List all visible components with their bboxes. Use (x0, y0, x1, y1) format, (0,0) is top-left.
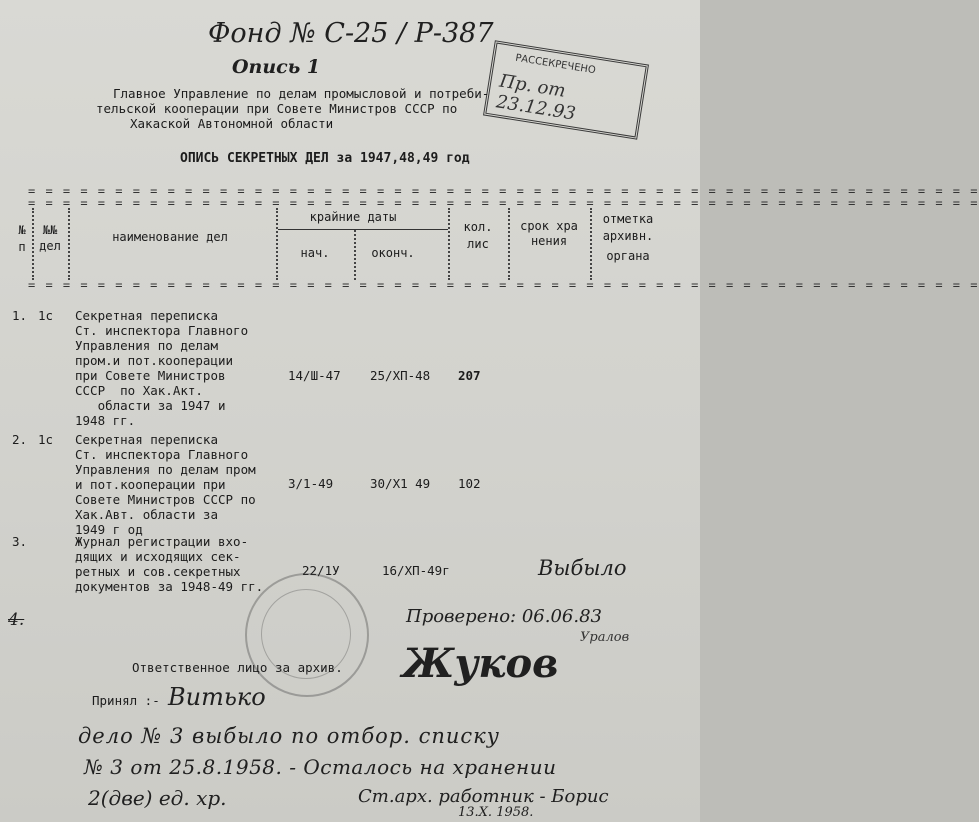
handwritten-note-1: дело № 3 выбыло по отбор. списку (78, 724, 500, 748)
header-count: кол. лис (463, 220, 493, 251)
header-top-rule-2: = = = = = = = = = = = = = = = = = = = = = = = = = = = = = = = = = = = = = = = = = = = = = = = = = = = = = = = (28, 196, 979, 210)
row-2-num: 2. (12, 432, 28, 447)
opis-number: Опись 1 (232, 56, 321, 78)
row-1-start: 14/Ш-47 (288, 368, 341, 383)
header-mark-1: отметка (602, 212, 654, 226)
handwritten-note-3: 2(две) ед. хр. (88, 786, 227, 810)
accepted-signature: Витько (168, 683, 266, 711)
dates-underline (278, 229, 448, 230)
row-1-count: 207 (458, 368, 481, 383)
org-line-2: тельской кооперации при Совете Министров СССР по (96, 101, 458, 116)
row-3-num: 3. (12, 534, 28, 549)
row-3-title: Журнал регистрации вхо- дящих и исходящих сек- ретных и сов.секретных документов за 1948-49 гг. (75, 534, 264, 594)
col-divider (448, 208, 450, 280)
org-line-1: Главное Управление по делам промысловой и потреби- (113, 86, 490, 101)
accepted-label: Принял :- (92, 693, 160, 708)
header-dates: крайние даты (309, 210, 397, 224)
row-2-case: 1с (38, 432, 54, 447)
row-2-title: Секретная переписка Ст. инспектора Главного Управления по делам пром и пот.кооперации при Совете Министров СССР по Хак.Авт. области за 1949 г од (75, 432, 256, 537)
row-1-title: Секретная переписка Ст. инспектора Главного Управления по делам пром.и пот.кооперации при Совете Министров СССР по Хак.Акт. области за 1947 и 1948 гг. (75, 308, 249, 428)
fond-number: Фонд № С-25 / Р-387 (208, 18, 494, 49)
header-mark-3: органа (606, 249, 650, 263)
responsible-label: Ответственное лицо за архив. (132, 660, 343, 675)
row-4-num: 4. (8, 610, 25, 630)
row-2-end: 30/Х1 49 (370, 476, 431, 491)
org-line-3: Хакаской Автономной области (130, 116, 334, 131)
document-title: ОПИСЬ СЕКРЕТНЫХ ДЕЛ за 1947,48,49 год (180, 151, 470, 166)
round-seal (245, 573, 369, 697)
header-name: наименование дел (112, 230, 228, 244)
row-1-end: 25/ХП-48 (370, 368, 431, 383)
header-storage: срок хра нения (520, 219, 578, 248)
header-num-del: №№ дел (39, 223, 61, 253)
row-3-start: 22/1У (302, 563, 340, 578)
responsible-signature: Жуков (402, 640, 559, 687)
declassified-stamp (483, 40, 649, 139)
handwritten-note-5: 13.Х. 1958. (458, 805, 534, 820)
header-top-rule: = = = = = = = = = = = = = = = = = = = = = = = = = = = = = = = = = = = = = = = = = = = = = = = = = = = = = = = (28, 184, 979, 198)
row-3-note: Выбыло (538, 556, 627, 580)
col-divider (68, 208, 70, 280)
header-num-pp: № п (18, 223, 26, 254)
row-2-count: 102 (458, 476, 481, 491)
header-mark-2: архивн. (602, 229, 654, 243)
header-bottom-rule: = = = = = = = = = = = = = = = = = = = = = = = = = = = = = = = = = = = = = = = = = = = = = = = = = = = = = = = (28, 278, 979, 292)
row-1-num: 1. (12, 308, 28, 323)
stamp-title: РАССЕКРЕЧЕНО (514, 52, 597, 77)
row-3-end: 16/ХП-49г (382, 563, 450, 578)
verified-note: Проверено: 06.06.83 (406, 606, 602, 627)
header-end: оконч. (371, 246, 415, 260)
handwritten-note-2: № 3 от 25.8.1958. - Осталось на хранении (84, 755, 557, 779)
header-start: нач. (300, 246, 330, 260)
verified-signature: Уралов (580, 630, 630, 645)
handwritten-note-4: Ст.арх. работник - Борис (358, 786, 609, 807)
stamp-order: Пр. от 23.12.93 (494, 70, 578, 125)
row-2-start: 3/1-49 (288, 476, 334, 491)
col-divider (354, 230, 356, 280)
row-1-case: 1с (38, 308, 54, 323)
